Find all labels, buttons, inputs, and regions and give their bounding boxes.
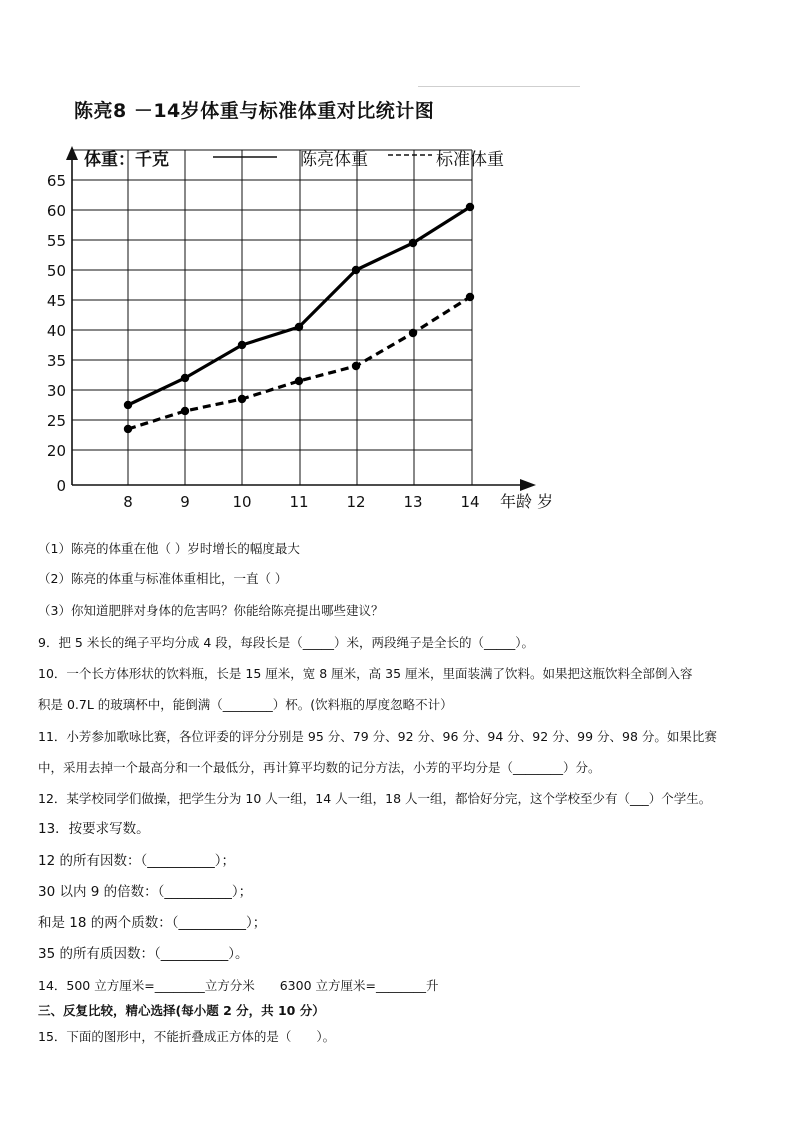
y-tick-25: 25 [46,412,66,430]
header-rule [418,86,580,87]
x-tick-8: 8 [123,493,133,511]
legend-series-2-label: 标准体重 [436,150,504,170]
question-12: 12．某学校同学们做操，把学生分为 10 人一组，14 人一组，18 人一组，都恰好分完，这个学校至少有（___）个学生。 [38,791,712,806]
question-14: 14．500 立方厘米=________立方分米 6300 立方厘米=________升 [38,978,439,993]
series-2-point-8 [124,425,132,433]
y-tick-50: 50 [46,262,66,280]
series-1-point-12 [352,266,360,274]
chart-legend [84,149,504,170]
series-1-point-9 [181,374,189,382]
x-tick-11: 11 [289,493,309,511]
y-tick-40: 40 [46,322,66,340]
question-15: 15．下面的图形中，不能折叠成正方体的是（ ）。 [38,1029,336,1044]
y-axis-label: 体重：千克 [84,150,169,170]
chart-axes [66,146,536,491]
question-13-2: 30 以内 9 的倍数：（__________）； [38,884,253,900]
series-1-point-13 [409,239,417,247]
question-10-line-1: 10．一个长方体形状的饮料瓶，长是 15 厘米，宽 8 厘米，高 35 厘米，里面装满了饮料。如果把这瓶饮料全部倒入容 [38,666,693,681]
series-line-2 [128,297,470,429]
chart-series [124,203,474,433]
series-line-1 [128,207,470,405]
question-10-line-2: 积是 0.7L 的玻璃杯中，能倒满（________）杯。(饮料瓶的厚度忽略不计） [38,697,453,712]
question-11-line-1: 11．小芳参加歌咏比赛，各位评委的评分分别是 95 分、79 分、92 分、96 分、94 分、92 分、99 分、98 分。如果比赛 [38,729,717,744]
question-9: 9．把 5 米长的绳子平均分成 4 段，每段长是（_____）米，两段绳子是全长的（_____）。 [38,635,535,650]
series-1-point-14 [466,203,474,211]
x-axis-arrow [520,479,536,491]
y-tick-35: 35 [46,352,66,370]
x-tick-9: 9 [180,493,190,511]
y-axis-arrow [66,146,78,160]
x-tick-14: 14 [460,493,480,511]
x-tick-13: 13 [403,493,423,511]
x-tick-labels [123,492,553,511]
series-1-point-10 [238,341,246,349]
question-13: 13．按要求写数。 [38,821,150,837]
y-tick-labels [47,172,66,495]
series-2-point-14 [466,293,474,301]
question-8-1: （1）陈亮的体重在他（ ）岁时增长的幅度最大 [38,541,300,556]
chart-grid [72,150,472,485]
weight-line-chart [0,130,600,515]
series-2-point-9 [181,407,189,415]
x-tick-10: 10 [232,493,252,511]
y-tick-55: 55 [46,232,66,250]
series-1-point-8 [124,401,132,409]
y-tick-60: 60 [46,202,66,220]
series-2-point-12 [352,362,360,370]
question-8-3: （3）你知道肥胖对身体的危害吗？你能给陈亮提出哪些建议？ [38,603,384,618]
y-tick-45: 45 [46,292,66,310]
series-2-point-13 [409,329,417,337]
question-11-line-2: 中，采用去掉一个最高分和一个最低分，再计算平均数的记分方法，小芳的平均分是（________）分。 [38,760,601,775]
legend-series-1-label: 陈亮体重 [300,150,368,170]
series-1-point-11 [295,323,303,331]
section-3-heading: 三、反复比较，精心选择(每小题 2 分，共 10 分） [38,1003,325,1018]
x-axis-label: 年龄 岁 [500,492,554,511]
question-8-2: （2）陈亮的体重与标准体重相比，一直（ ） [38,571,288,586]
y-tick-20: 20 [46,442,66,460]
y-tick-0: 0 [56,477,66,495]
x-tick-12: 12 [346,493,366,511]
question-13-4: 35 的所有质因数：（__________）。 [38,946,249,962]
series-2-point-10 [238,395,246,403]
question-13-1: 12 的所有因数：（__________）； [38,853,235,869]
chart-title: 陈亮8 －14岁体重与标准体重对比统计图 [74,100,435,122]
y-tick-65: 65 [46,172,66,190]
series-2-point-11 [295,377,303,385]
y-tick-30: 30 [46,382,66,400]
question-13-3: 和是 18 的两个质数：（__________）； [38,915,267,931]
